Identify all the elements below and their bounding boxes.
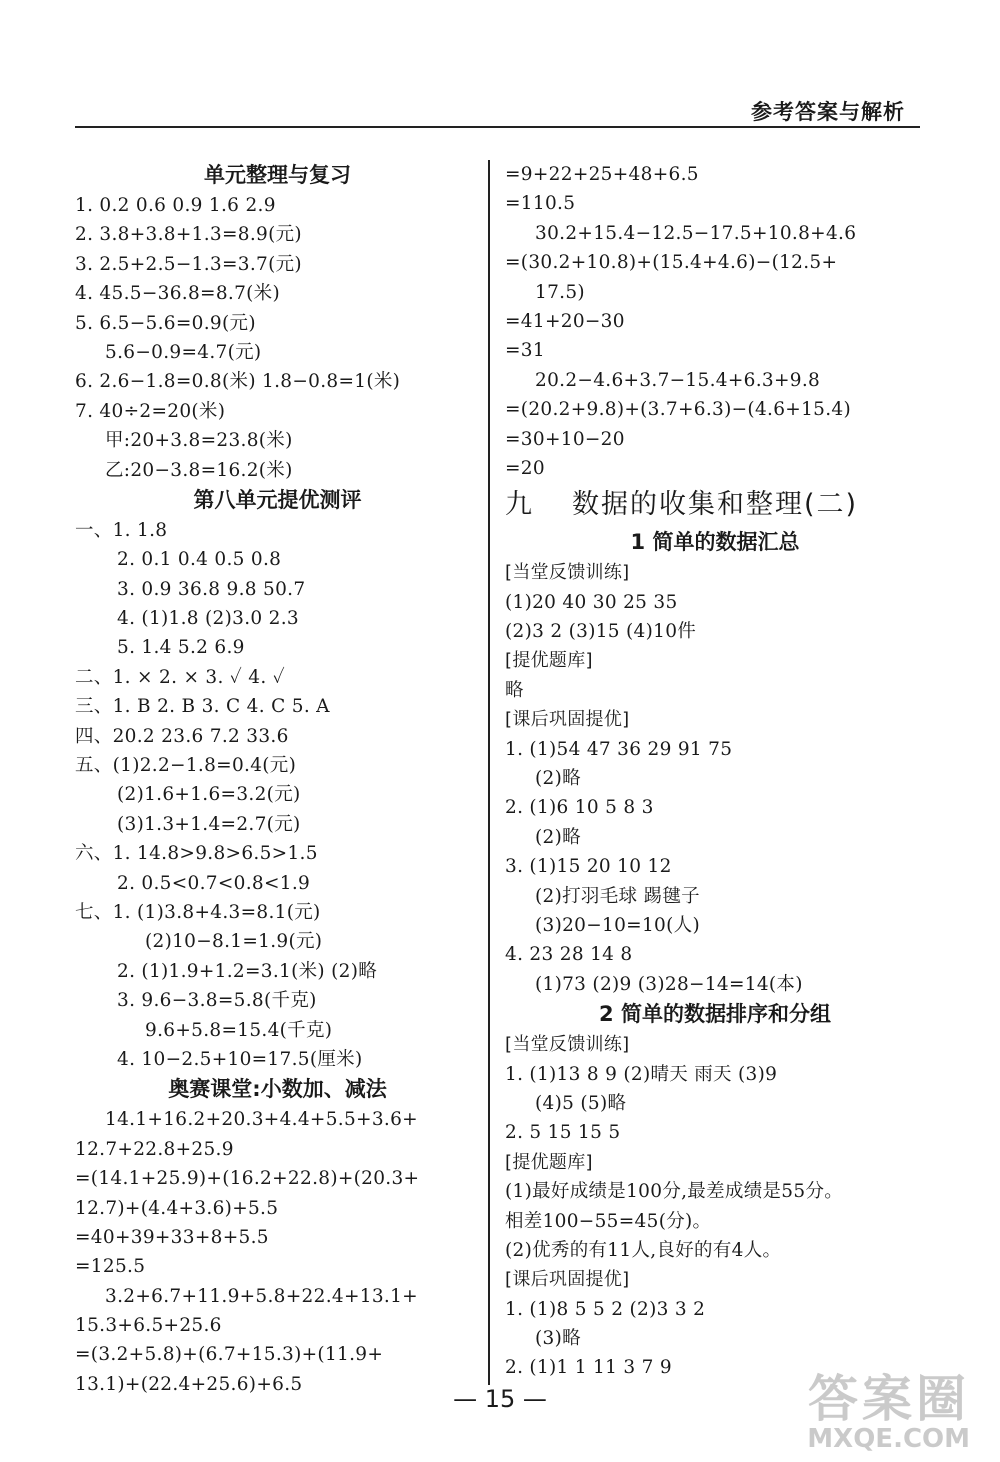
answer-line: 2. (1)6 10 5 8 3 <box>505 797 654 819</box>
answer-line: 二、1. × 2. × 3. ✓ 4. ✓ <box>75 666 285 688</box>
answer-line: 四、20.2 23.6 7.2 33.6 <box>75 725 289 747</box>
answer-line: 5.6−0.9=4.7(元) <box>105 341 262 363</box>
watermark-url: MXQE.COM <box>807 1424 970 1454</box>
answer-line: 14.1+16.2+20.3+4.4+5.5+3.6+ <box>105 1109 418 1131</box>
answer-line: =40+39+33+8+5.5 <box>75 1226 269 1248</box>
answer-line: 12.7)+(4.4+3.6)+5.5 <box>75 1197 279 1219</box>
answer-line: 4. (1)1.8 (2)3.0 2.3 <box>117 608 299 630</box>
answer-line: 4. 23 28 14 8 <box>505 944 633 966</box>
watermark-logo <box>760 1359 980 1454</box>
section-title: 1 简单的数据汇总 <box>630 530 800 555</box>
subsection-tag: [提优题库] <box>505 1151 593 1173</box>
answer-line: 7. 40÷2=20(米) <box>75 400 226 422</box>
chapter-number: 九 <box>505 489 534 521</box>
answer-line: 13.1)+(22.4+25.6)+6.5 <box>75 1373 303 1395</box>
answer-line: =20 <box>505 457 545 479</box>
answer-line: =30+10−20 <box>505 428 625 450</box>
answer-line: 4. 45.5−36.8=8.7(米) <box>75 283 280 305</box>
answer-line: 3. 0.9 36.8 9.8 50.7 <box>117 578 306 600</box>
answer-line: (2)打羽毛球 踢毽子 <box>535 885 700 907</box>
answer-line: (2)10−8.1=1.9(元) <box>145 931 323 953</box>
answer-line: 2. 0.5<0.7<0.8<1.9 <box>117 872 311 894</box>
answer-line: 2. 5 15 15 5 <box>505 1122 621 1144</box>
answer-line: 相差100−55=45(分)。 <box>505 1210 712 1232</box>
answer-line: 9.6+5.8=15.4(千克) <box>145 1019 333 1041</box>
answer-line: 五、(1)2.2−1.8=0.4(元) <box>75 755 297 777</box>
chapter-title: 数据的收集和整理(二) <box>572 489 859 521</box>
answer-line: 1. (1)8 5 5 2 (2)3 3 2 <box>505 1298 706 1320</box>
answer-line: 一、1. 1.8 <box>75 519 168 541</box>
chapter-heading <box>505 483 925 527</box>
right-column <box>505 160 925 1383</box>
answer-line: (3)略 <box>535 1328 581 1350</box>
answer-line: (4)5 (5)略 <box>535 1092 627 1114</box>
answer-line: 1. (1)54 47 36 29 91 75 <box>505 738 733 760</box>
section-title: 第八单元提优测评 <box>193 487 362 512</box>
answer-line: =31 <box>505 340 545 362</box>
answer-line: =41+20−30 <box>505 310 625 332</box>
answer-line: 2. (1)1 1 11 3 7 9 <box>505 1357 672 1379</box>
subsection-tag: [提优题库] <box>505 650 593 672</box>
answer-line: (2)1.6+1.6=3.2(元) <box>117 784 301 806</box>
answer-line: 3.2+6.7+11.9+5.8+22.4+13.1+ <box>105 1285 418 1307</box>
answer-line: =125.5 <box>75 1256 146 1278</box>
answer-line: =9+22+25+48+6.5 <box>505 164 699 185</box>
answer-line: =(30.2+10.8)+(15.4+4.6)−(12.5+ <box>505 252 838 274</box>
answer-line: 4. 10−2.5+10=17.5(厘米) <box>117 1048 363 1070</box>
page-number: — 15 — <box>453 1385 547 1413</box>
answer-line: 30.2+15.4−12.5−17.5+10.8+4.6 <box>535 222 857 244</box>
answer-line: 1. (1)13 8 9 (2)晴天 雨天 (3)9 <box>505 1063 778 1085</box>
answer-line: (2)优秀的有11人,良好的有4人。 <box>505 1239 782 1261</box>
answer-line: =(3.2+5.8)+(6.7+15.3)+(11.9+ <box>75 1344 384 1366</box>
subsection-tag: [课后巩固提优] <box>505 1269 630 1291</box>
answer-line: 20.2−4.6+3.7−15.4+6.3+9.8 <box>535 369 821 391</box>
subsection-tag: [课后巩固提优] <box>505 709 630 731</box>
column-divider <box>488 160 490 1385</box>
answer-line: 6. 2.6−1.8=0.8(米) 1.8−0.8=1(米) <box>75 371 401 393</box>
watermark-text: 答案圈 <box>808 1370 970 1428</box>
header-title: 参考答案与解析 <box>751 100 905 124</box>
answer-line: (2)略 <box>535 768 581 790</box>
answer-line: 5. 1.4 5.2 6.9 <box>117 637 245 659</box>
subsection-tag: [当堂反馈训练] <box>505 1034 630 1056</box>
answer-line: 3. 2.5+2.5−1.3=3.7(元) <box>75 253 302 275</box>
answer-line: 2. 0.1 0.4 0.5 0.8 <box>117 549 282 571</box>
answer-line: 17.5) <box>535 281 585 303</box>
answer-line: =(20.2+9.8)+(3.7+6.3)−(4.6+15.4) <box>505 399 851 421</box>
answer-line: 12.7+22.8+25.9 <box>75 1138 234 1160</box>
answer-line: 乙:20−3.8=16.2(米) <box>105 459 293 481</box>
section-title: 单元整理与复习 <box>204 163 351 187</box>
answer-line: 三、1. B 2. B 3. C 4. C 5. A <box>75 696 330 718</box>
answer-line: (1)20 40 30 25 35 <box>505 591 678 613</box>
answer-line: 15.3+6.5+25.6 <box>75 1315 222 1337</box>
answer-line: 甲:20+3.8=23.8(米) <box>105 430 293 452</box>
section-title: 奥赛课堂:小数加、减法 <box>168 1077 387 1102</box>
answer-line: 3. (1)15 20 10 12 <box>505 856 672 878</box>
answer-line: 2. (1)1.9+1.2=3.1(米) (2)略 <box>117 960 378 982</box>
answer-line: (2)略 <box>535 826 581 848</box>
subsection-tag: [当堂反馈训练] <box>505 562 630 584</box>
answer-line: 略 <box>505 679 524 701</box>
answer-line: 七、1. (1)3.8+4.3=8.1(元) <box>75 901 321 923</box>
answer-line: 3. 9.6−3.8=5.8(千克) <box>117 990 317 1012</box>
header-rule <box>75 126 920 128</box>
answer-line: 5. 6.5−5.6=0.9(元) <box>75 312 256 334</box>
answer-line: =(14.1+25.9)+(16.2+22.8)+(20.3+ <box>75 1168 420 1190</box>
answer-line: 六、1. 14.8>9.8>6.5>1.5 <box>75 843 318 865</box>
answer-line: 1. 0.2 0.6 0.9 1.6 2.9 <box>75 195 276 216</box>
answer-line: (3)20−10=10(人) <box>535 914 700 936</box>
answer-line: 2. 3.8+3.8+1.3=8.9(元) <box>75 224 302 246</box>
answer-line: (3)1.3+1.4=2.7(元) <box>117 813 301 835</box>
answer-line: (2)3 2 (3)15 (4)10件 <box>505 621 697 643</box>
section-title: 2 简单的数据排序和分组 <box>599 1002 831 1027</box>
answer-line: =110.5 <box>505 193 576 215</box>
answer-line: (1)73 (2)9 (3)28−14=14(本) <box>535 973 803 995</box>
left-column <box>75 160 480 1399</box>
answer-line: (1)最好成绩是100分,最差成绩是55分。 <box>505 1181 844 1203</box>
